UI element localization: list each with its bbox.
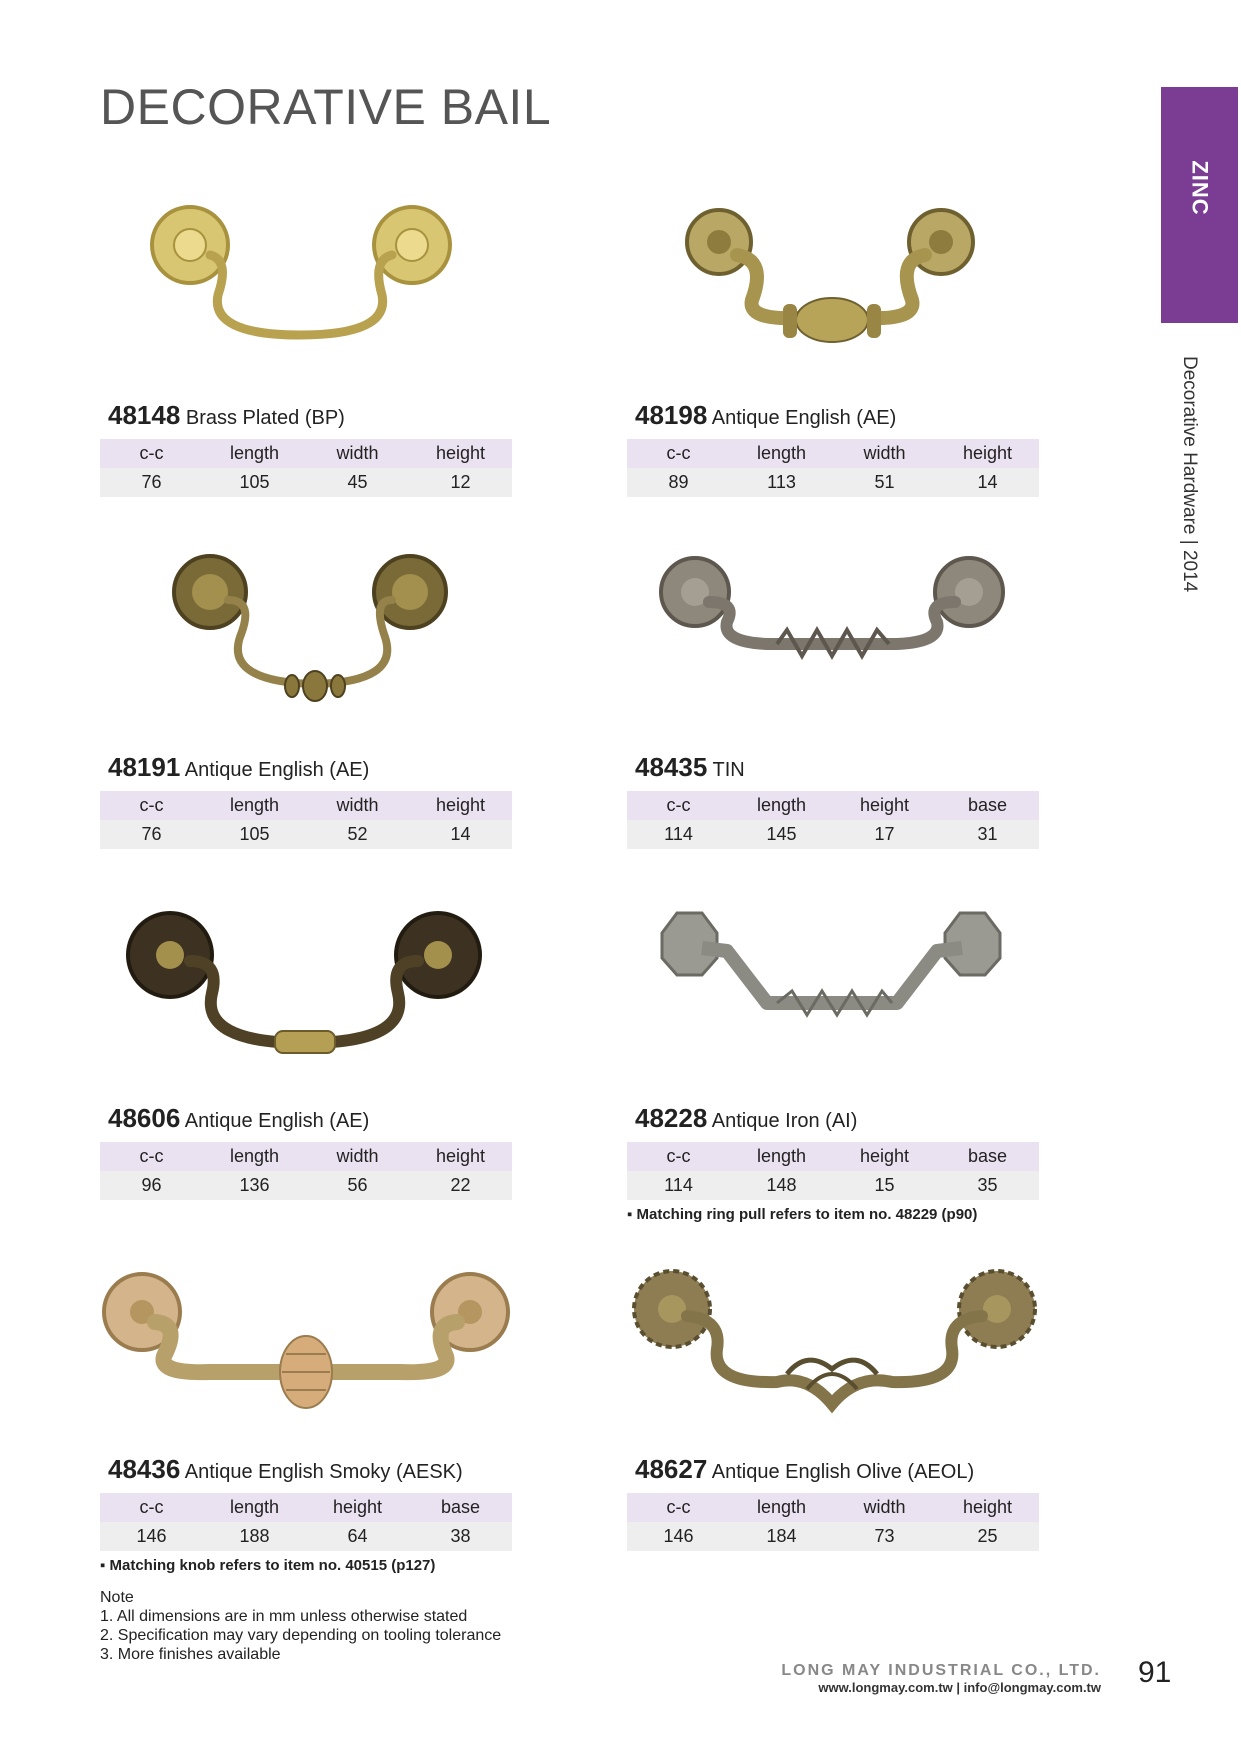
spec-value: 76: [141, 824, 162, 844]
spec-value: 14: [977, 472, 998, 492]
spec-header: c-c: [666, 1497, 691, 1517]
product-card: [100, 200, 512, 497]
product-finish: Antique English Smoky (AESK): [184, 1461, 463, 1483]
spec-value-row: [627, 468, 1039, 497]
spec-header: length: [756, 1146, 807, 1166]
spec-table: [627, 1493, 1039, 1551]
product-number: 48228: [635, 1103, 708, 1133]
product-photo: [627, 200, 1039, 400]
product-heading: [108, 752, 512, 783]
spec-header-row: [627, 791, 1039, 820]
spec-table: [100, 1493, 512, 1551]
product-photo: [100, 1254, 512, 1454]
spec-value: 25: [977, 1526, 998, 1546]
spec-table: [100, 1142, 512, 1200]
spec-value-row: [627, 1171, 1039, 1200]
footer: [781, 1662, 1101, 1695]
spec-value: 12: [450, 472, 471, 492]
spec-header-row: [100, 439, 512, 468]
spec-header-row: [100, 1142, 512, 1171]
product-card: [100, 552, 512, 849]
product-number: 48148: [108, 400, 181, 430]
spec-header: length: [229, 1497, 280, 1517]
matching-note: ▪ Matching ring pull refers to item no. 48229 (p90): [627, 1206, 978, 1223]
spec-value: 38: [450, 1526, 471, 1546]
spec-value-row: [100, 1522, 512, 1551]
product-card: [627, 200, 1039, 497]
spec-header-row: [627, 439, 1039, 468]
product-number: 48198: [635, 400, 708, 430]
spec-header: length: [756, 443, 807, 463]
spec-value: 146: [136, 1526, 167, 1546]
spec-value: 184: [766, 1526, 797, 1546]
spec-value: 136: [239, 1175, 270, 1195]
spec-value-row: [627, 1522, 1039, 1551]
note-item: 3. More finishes available: [100, 1646, 281, 1663]
spec-header-row: [100, 1493, 512, 1522]
product-finish: Antique English Olive (AEOL): [711, 1461, 975, 1483]
spec-header: c-c: [139, 1146, 164, 1166]
spec-value: 14: [450, 824, 471, 844]
product-heading: [635, 752, 1039, 783]
spec-value-row: [627, 820, 1039, 849]
product-heading: [635, 1454, 1039, 1485]
spec-header: length: [756, 795, 807, 815]
spec-value: 146: [663, 1526, 694, 1546]
product-photo: [100, 903, 512, 1103]
product-number: 48627: [635, 1454, 708, 1484]
spec-header-row: [627, 1493, 1039, 1522]
product-heading: [635, 1103, 1039, 1134]
spec-header: width: [336, 795, 379, 815]
product-card: [627, 903, 1039, 1223]
company-name: LONG MAY INDUSTRIAL CO., LTD.: [781, 1662, 1101, 1679]
product-heading: [635, 400, 1039, 431]
spec-value: 76: [141, 472, 162, 492]
product-photo: [627, 552, 1039, 752]
spec-header: base: [967, 795, 1008, 815]
product-photo: [627, 1254, 1039, 1454]
spec-table: [627, 439, 1039, 497]
spec-table: [100, 791, 512, 849]
spec-header: base: [967, 1146, 1008, 1166]
spec-value-row: [100, 468, 512, 497]
spec-value: 15: [874, 1175, 895, 1195]
section-tab-label: ZINC: [1187, 160, 1213, 216]
product-number: 48435: [635, 752, 708, 782]
spec-header: c-c: [666, 1146, 691, 1166]
spec-header: height: [332, 1497, 383, 1517]
spec-value: 105: [239, 472, 270, 492]
product-finish: Brass Plated (BP): [185, 407, 345, 429]
product-heading: [108, 1103, 512, 1134]
spec-header: width: [336, 443, 379, 463]
spec-header-row: [627, 1142, 1039, 1171]
product-card: [627, 552, 1039, 849]
spec-value-row: [100, 1171, 512, 1200]
spec-header: length: [229, 443, 280, 463]
spec-header: height: [435, 795, 486, 815]
spec-header-row: [100, 791, 512, 820]
note-item: 2. Specification may vary depending on tooling tolerance: [100, 1627, 502, 1644]
spec-table: [627, 1142, 1039, 1200]
spec-value: 51: [874, 472, 895, 492]
spec-value: 45: [347, 472, 368, 492]
product-number: 48436: [108, 1454, 181, 1484]
notes-heading: Note: [100, 1589, 134, 1606]
product-card: [100, 1254, 512, 1574]
spec-value: 73: [874, 1526, 895, 1546]
page-title: DECORATIVE BAIL: [100, 79, 552, 135]
spec-header: base: [440, 1497, 481, 1517]
product-finish: Antique English (AE): [711, 407, 897, 429]
matching-note: ▪ Matching knob refers to item no. 40515 (p127): [100, 1557, 436, 1574]
spec-value: 96: [141, 1175, 162, 1195]
spec-value: 35: [977, 1175, 998, 1195]
spec-header: height: [435, 443, 486, 463]
spec-value-row: [100, 820, 512, 849]
product-finish: Antique Iron (AI): [711, 1110, 858, 1132]
spec-value: 114: [664, 824, 693, 844]
product-finish: Antique English (AE): [184, 1110, 370, 1132]
spec-value: 105: [239, 824, 270, 844]
spec-table: [627, 791, 1039, 849]
spec-value: 148: [766, 1175, 797, 1195]
product-number: 48606: [108, 1103, 181, 1133]
spec-header: width: [863, 443, 906, 463]
page-number: 91: [1138, 1656, 1172, 1689]
product-finish: TIN: [712, 759, 745, 781]
spec-value: 64: [347, 1526, 368, 1546]
spec-header: height: [859, 795, 910, 815]
product-heading: [108, 400, 512, 431]
spec-header: height: [962, 443, 1013, 463]
spec-value: 113: [767, 472, 796, 492]
spec-header: length: [756, 1497, 807, 1517]
spec-header: height: [435, 1146, 486, 1166]
product-photo: [627, 903, 1039, 1103]
spec-header: width: [336, 1146, 379, 1166]
product-card: [100, 903, 512, 1200]
spec-value: 31: [977, 824, 998, 844]
spec-header: length: [229, 795, 280, 815]
product-finish: Antique English (AE): [184, 759, 370, 781]
spec-header: c-c: [666, 443, 691, 463]
spec-header: c-c: [666, 795, 691, 815]
spec-header: c-c: [139, 1497, 164, 1517]
note-item: 1. All dimensions are in mm unless otherwise stated: [100, 1608, 468, 1625]
spec-value: 17: [874, 824, 895, 844]
spec-value: 145: [766, 824, 797, 844]
product-number: 48191: [108, 752, 181, 782]
spec-header: c-c: [139, 443, 164, 463]
spec-value: 89: [668, 472, 689, 492]
spec-value: 56: [347, 1175, 368, 1195]
spec-header: c-c: [139, 795, 164, 815]
spec-value: 22: [450, 1175, 471, 1195]
company-contact: www.longmay.com.tw | info@longmay.com.tw: [818, 1680, 1101, 1695]
spec-value: 52: [347, 824, 368, 844]
product-card: [627, 1254, 1039, 1551]
product-photo: [100, 552, 512, 752]
spec-header: width: [863, 1497, 906, 1517]
spec-value: 188: [239, 1526, 270, 1546]
spec-value: 114: [664, 1175, 693, 1195]
spec-header: length: [229, 1146, 280, 1166]
spec-header: height: [859, 1146, 910, 1166]
catalog-label: Decorative Hardware | 2014: [1179, 356, 1200, 593]
product-photo: [100, 200, 512, 400]
section-tab: [1161, 87, 1238, 323]
spec-table: [100, 439, 512, 497]
spec-header: height: [962, 1497, 1013, 1517]
notes-block: [100, 1588, 501, 1664]
product-heading: [108, 1454, 512, 1485]
